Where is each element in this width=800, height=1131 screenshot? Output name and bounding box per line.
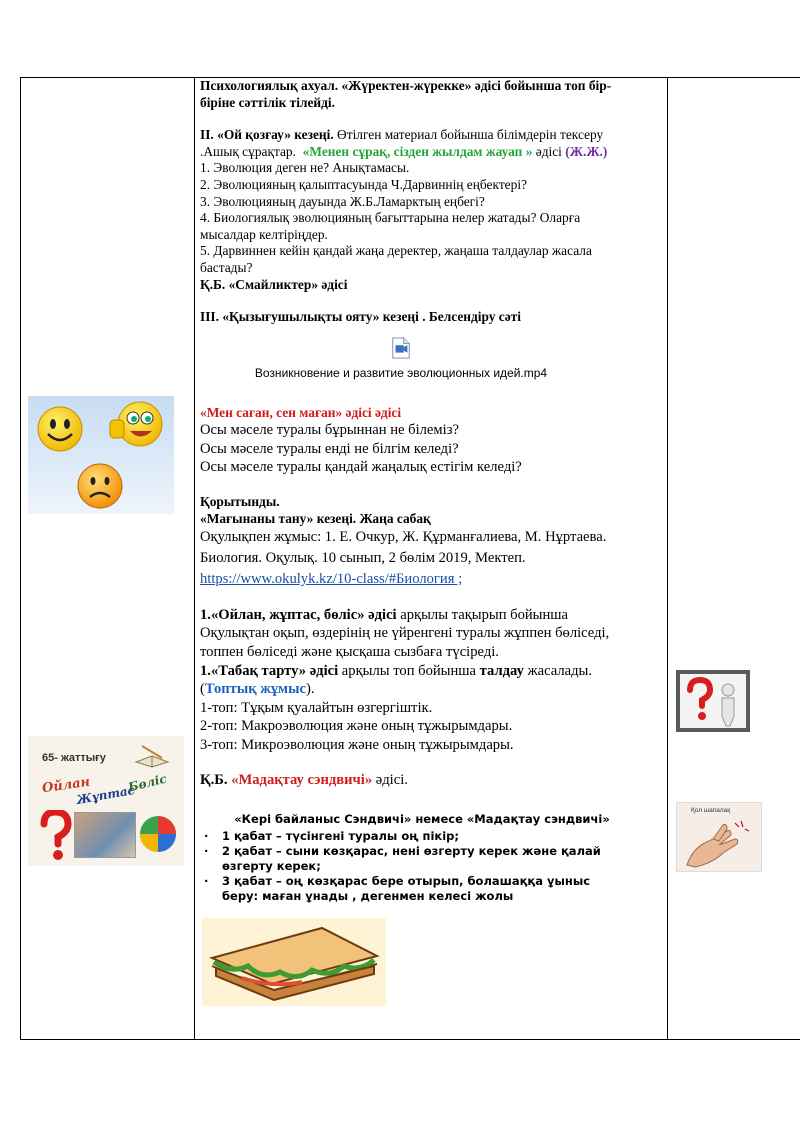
book-icon — [134, 742, 170, 768]
stage2-method-suffix: әдісі — [535, 143, 562, 159]
assessment-prefix: Қ.Б. — [200, 771, 232, 788]
sandwich-item-3: · 3 қабат – оң көзқарас бере отырып, болашаққа ұыныс — [202, 874, 672, 889]
clapping-image — [676, 802, 762, 872]
clap-caption: Қол шапалақ — [691, 807, 731, 814]
sad-smiley-icon — [78, 464, 122, 508]
core-subtitle: «Мағынаны тану» кезеңі. Жаңа сабақ — [200, 510, 431, 526]
question-figure-image — [676, 670, 750, 732]
psych-mood-line-1: Психологиялық ахуал. «Жүректен-жүрекке» әдісі бойынша топ бір- — [200, 78, 612, 93]
smileys-image — [28, 396, 174, 514]
lesson-content-2 — [200, 404, 662, 789]
stage2-title: ІІ. «Ой қозғау» кезеңі. — [200, 127, 334, 143]
textbook-link-text[interactable]: https://www.okulyk.kz/10-class/#Биология ; — [200, 570, 463, 587]
group-open: ( — [200, 681, 205, 698]
method1-line-1 — [200, 606, 662, 625]
lesson-content — [200, 78, 662, 326]
method1-line-3: топпен бөліседі және қысқаша сызбаға түсіреді. — [200, 643, 499, 660]
question-mark-icon — [38, 810, 72, 862]
poster-word-share: Бөліс — [126, 771, 169, 795]
stage3-method: «Мен саған, сен маған» әдісі әдісі — [200, 405, 402, 420]
clapping-hands-icon — [683, 817, 755, 869]
core-title: Қорытынды. — [200, 493, 280, 509]
group-3: 3-топ: Микроэволюция және оның тұжырымдары. — [200, 736, 514, 753]
assessment-method: «Мадақтау сэндвичі» — [231, 771, 373, 788]
assessment-suffix: әдісі. — [372, 771, 408, 788]
stage2-intro: Өтілген материал бойынша білімдерін тексеру — [337, 127, 604, 143]
core-assessment — [200, 771, 662, 790]
happy-smiley-icon — [38, 407, 82, 451]
stage3-line-3: Осы мәселе туралы қандай жаңалық естігім келеді? — [200, 459, 522, 476]
video-attachment[interactable] — [236, 337, 566, 380]
stage3-title: ІІІ. «Қызығушылықты ояту» кезеңі . Белсендіру сәті — [200, 309, 521, 325]
students-photo — [74, 812, 136, 858]
textbook-link[interactable] — [200, 569, 662, 590]
stage3-line-2: Осы мәселе туралы енді не білгім келеді? — [200, 440, 459, 457]
method1-line-2: Оқулықтан оқып, өздерінің не үйренгені туралы жұппен бөліседі, — [200, 625, 610, 642]
stage2-method-tag: (Ж.Ж.) — [565, 143, 608, 159]
question-5: 5. Дарвиннен кейін қандай жаңа деректер, жаңаша талдаулар жасала — [200, 243, 592, 259]
textbook-line-2: Биология. Оқулық. 10 сынып, 2 бөлім 2019, Мектеп. — [200, 549, 526, 566]
psych-mood-line-2: біріне сәттілік тілейді. — [200, 94, 335, 110]
method2-rest: арқылы топ бойынша — [338, 662, 480, 679]
question-4: 4. Биологиялық эволюцияның бағыттарына нелер жатады? Оларға — [200, 210, 581, 226]
question-3: 3. Эволюцияның дауында Ж.Б.Ламарктың еңбегі? — [200, 193, 485, 209]
question-5-cont: бастады? — [200, 259, 253, 275]
stage2-assessment: Қ.Б. «Смайликтер» әдісі — [200, 276, 348, 292]
stage3-line-1: Осы мәселе туралы бұрыннан не білеміз? — [200, 422, 459, 438]
sandwich-feedback-box — [202, 812, 672, 904]
poster-word-think: Ойлан — [41, 774, 92, 797]
stage2-method: «Менен сұрақ, сізден жылдам жауап » — [302, 143, 533, 159]
sandwich-title: «Кері байланыс Сэндвичі» немесе «Мадақтау сэндвичі» — [234, 812, 610, 826]
sandwich-image — [202, 918, 386, 1006]
table-left-border — [20, 77, 21, 1040]
stage2-intro2: .Ашық сұрақтар. — [200, 143, 296, 159]
method2-end: жасалады. — [523, 662, 592, 679]
sandwich-item-2: · 2 қабат – сыни көзқарас, нені өзгерту керек және қалай — [202, 844, 672, 859]
poster-word-pair: Жұптас — [75, 782, 136, 808]
video-filename: Возникновение и развитие эволюционных идей.mp4 — [254, 366, 548, 380]
method2-name: 1.«Табақ тарту» әдісі — [200, 662, 339, 679]
question-2: 2. Эволюцияның қалыптасуында Ч.Дарвиннің еңбектері? — [200, 176, 527, 192]
stage2-heading — [200, 127, 662, 144]
textbook-line-1: Оқулықпен жұмыс: 1. Е. Очкур, Ж. Құрманғалиева, М. Нұртаева. — [200, 528, 607, 545]
sandwich-item-2-cont: өзгерту керек; — [222, 859, 321, 873]
group-close: ). — [305, 681, 315, 698]
group-work-text: Топтық жұмыс — [204, 681, 306, 698]
method2-bold2: талдау — [479, 662, 524, 679]
table-bottom-border — [20, 1039, 800, 1040]
group-2: 2-топ: Макроэволюция және оның тұжырымдары. — [200, 718, 513, 735]
group-work-label — [200, 680, 662, 699]
poster-number: 65- жаттығу — [42, 752, 106, 764]
think-pair-share-poster — [28, 736, 184, 866]
stage2-method-line — [200, 144, 662, 161]
question-4-cont: мысалдар келтіріңдер. — [200, 226, 328, 242]
column-divider-1 — [194, 77, 195, 1040]
question-1: 1. Эволюция деген не? Анықтамасы. — [200, 160, 410, 176]
video-file-icon — [391, 337, 411, 359]
group-1: 1-топ: Тұқым қуалайтын өзгергіштік. — [200, 699, 433, 716]
sandwich-item-1: · 1 қабат – түсінгені туралы оң пікір; — [202, 829, 672, 844]
method2-line — [200, 662, 662, 681]
sandwich-item-3-cont: беру: маған ұнады , дегенмен келесі жолы — [222, 889, 514, 903]
method1-name: 1.«Ойлан, жұптас, бөліс» әдісі — [200, 606, 397, 623]
method1-rest: арқылы тақырып бойынша — [396, 606, 569, 623]
